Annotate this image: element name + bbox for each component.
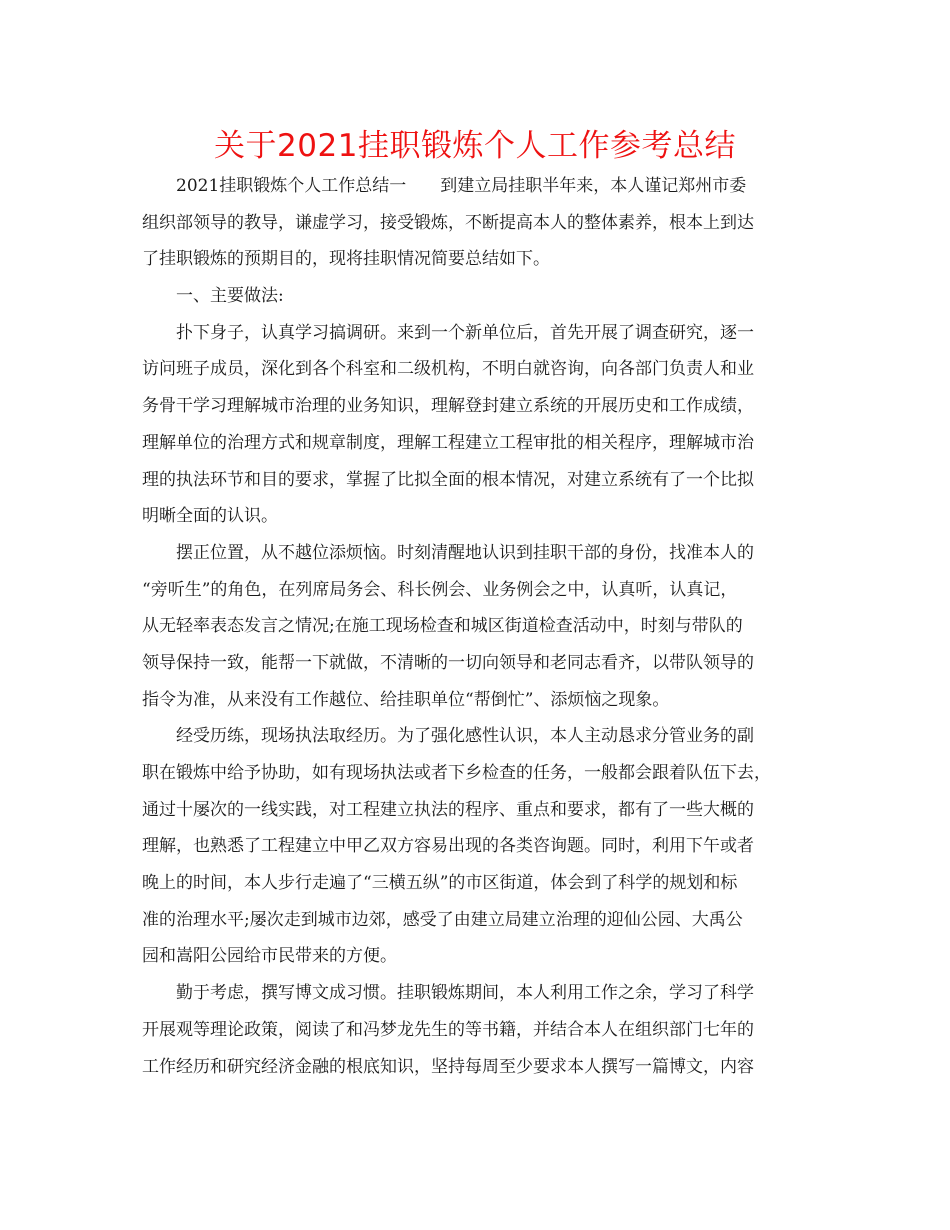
body-line: 访问班子成员，深化到各个科室和二级机构，不明白就咨询，向各部门负责人和业 bbox=[142, 359, 754, 380]
body-line: 指令为准，从来没有工作越位、给挂职单位“帮倒忙”、添烦恼之现象。 bbox=[142, 689, 670, 710]
section-heading: 一、主要做法: bbox=[176, 286, 284, 307]
body-line: 园和嵩阳公园给市民带来的方便。 bbox=[142, 946, 397, 967]
body-line: 理的执法环节和目的要求，掌握了比拟全面的根本情况，对建立系统有了一个比拟 bbox=[142, 469, 754, 490]
body-line: 通过十屡次的一线实践，对工程建立执法的程序、重点和要求，都有了一些大概的 bbox=[142, 799, 754, 820]
body-line: 晚上的时间，本人步行走遍了“三横五纵”的市区街道，体会到了科学的规划和标 bbox=[142, 873, 738, 894]
body-line: 理解，也熟悉了工程建立中甲乙双方容易出现的各类咨询题。同时，利用下午或者 bbox=[142, 836, 754, 857]
document-title: 关于2021挂职锻炼个人工作参考总结 bbox=[214, 128, 736, 164]
document-body bbox=[142, 168, 807, 1085]
body-line: 理解单位的治理方式和规章制度，理解工程建立工程审批的相关程序，理解城市治 bbox=[142, 432, 754, 453]
body-line: 开展观等理论政策，阅读了和冯梦龙先生的等书籍，并结合本人在组织部门七年的 bbox=[142, 1019, 754, 1040]
body-line: 务骨干学习理解城市治理的业务知识，理解登封建立系统的开展历史和工作成绩， bbox=[142, 396, 754, 417]
body-line: 了挂职锻炼的预期目的，现将挂职情况简要总结如下。 bbox=[142, 249, 550, 270]
body-line: 职在锻炼中给予协助，如有现场执法或者下乡检查的任务，一般都会跟着队伍下去， bbox=[142, 763, 771, 783]
body-line: “旁听生”的角色，在列席局务会、科长例会、业务例会之中，认真听，认真记， bbox=[142, 579, 738, 600]
body-line: 领导保持一致，能帮一下就做，不清晰的一切向领导和老同志看齐，以带队领导的 bbox=[142, 652, 754, 673]
body-line: 明晰全面的认识。 bbox=[142, 506, 278, 527]
body-line: 2021挂职锻炼个人工作总结一 到建立局挂职半年来，本人谨记郑州市委 bbox=[176, 176, 747, 196]
body-line: 准的治理水平;屡次走到城市边郊，感受了由建立局建立治理的迎仙公园、大禹公 bbox=[142, 909, 743, 930]
body-line: 经受历练，现场执法取经历。为了强化感性认识，本人主动恳求分管业务的副 bbox=[176, 726, 754, 747]
body-line: 扑下身子，认真学习搞调研。来到一个新单位后，首先开展了调查研究，逐一 bbox=[176, 322, 754, 343]
body-line: 工作经历和研究经济金融的根底知识，坚持每周至少要求本人撰写一篇博文，内容 bbox=[142, 1056, 754, 1077]
body-line: 组织部领导的教导，谦虚学习，接受锻炼，不断提高本人的整体素养，根本上到达 bbox=[142, 212, 754, 233]
body-line: 从无轻率表态发言之情况;在施工现场检查和城区街道检查活动中，时刻与带队的 bbox=[142, 616, 743, 637]
body-line: 勤于考虑，撰写博文成习惯。挂职锻炼期间，本人利用工作之余，学习了科学 bbox=[176, 983, 754, 1004]
body-line: 摆正位置，从不越位添烦恼。时刻清醒地认识到挂职干部的身份，找准本人的 bbox=[176, 542, 754, 563]
